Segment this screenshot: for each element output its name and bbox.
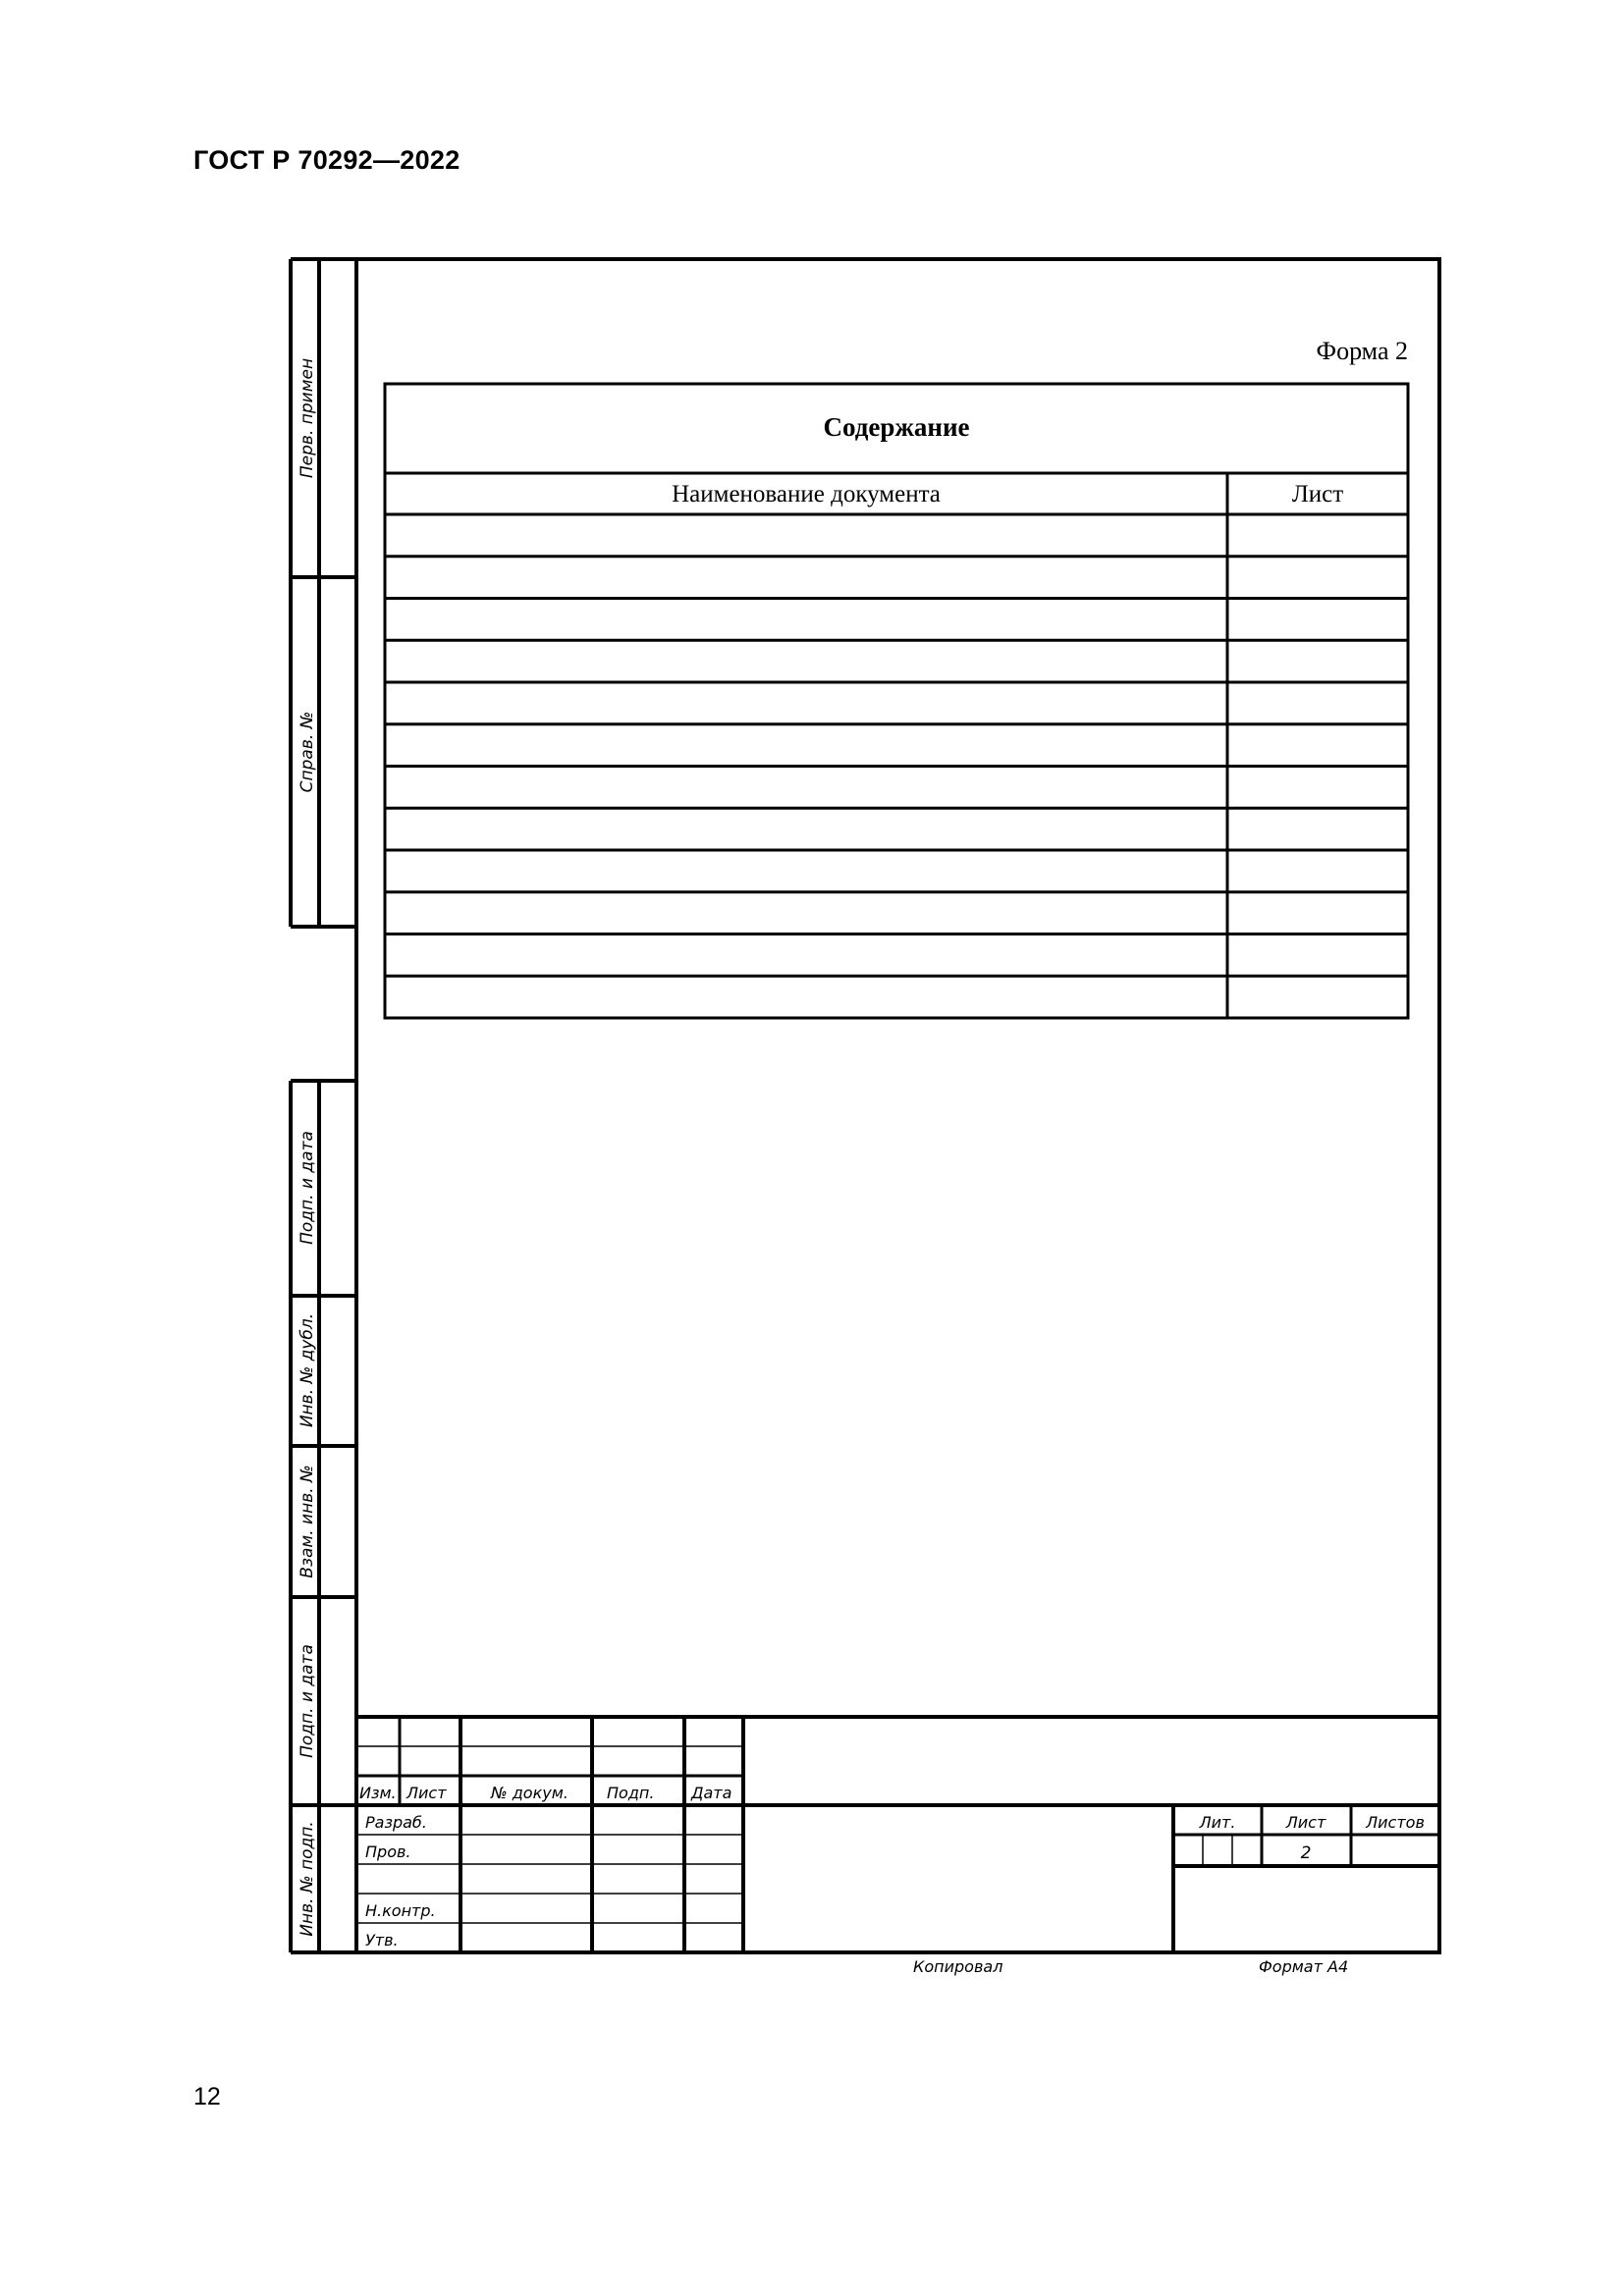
tb-header-sheet: Лист xyxy=(406,1784,447,1802)
side-label-ref-no: Справ. № xyxy=(298,711,317,793)
tb-header-date: Дата xyxy=(691,1784,732,1802)
tb-role-norm-control: Н.контр. xyxy=(365,1901,436,1920)
form-label: Форма 2 xyxy=(1316,337,1408,365)
tb-role-checker: Пров. xyxy=(365,1842,411,1861)
title-block xyxy=(356,1717,1439,1952)
side-label-replace-inv: Взам. инв. № xyxy=(298,1465,317,1578)
page-number: 12 xyxy=(193,2083,221,2110)
standard-header: ГОСТ Р 70292—2022 xyxy=(193,145,460,175)
copied-label: Копировал xyxy=(913,1957,1003,1976)
side-label-sign-date-2: Подп. и дата xyxy=(298,1644,317,1758)
tb-role-approved: Утв. xyxy=(365,1931,399,1949)
tb-meta-sheet: Лист xyxy=(1285,1813,1326,1832)
tb-role-developer: Разраб. xyxy=(365,1813,427,1832)
column-header-name: Наименование документа xyxy=(672,481,941,507)
tb-sheet-value: 2 xyxy=(1300,1843,1312,1863)
contents-title: Содержание xyxy=(823,412,970,442)
side-label-dup-inv: Инв. № дубл. xyxy=(298,1312,317,1428)
column-header-sheet: Лист xyxy=(1291,481,1344,507)
side-label-sign-date-1: Подп. и дата xyxy=(298,1131,317,1245)
contents-table xyxy=(385,384,1408,1018)
tb-meta-sheets: Листов xyxy=(1366,1813,1425,1832)
tb-header-signature: Подп. xyxy=(607,1784,655,1802)
tb-header-doc-no: № докум. xyxy=(491,1784,568,1802)
side-label-first-use: Перв. примен xyxy=(298,357,317,479)
tb-meta-letter: Лит. xyxy=(1199,1813,1236,1832)
side-label-orig-inv: Инв. № подп. xyxy=(298,1821,317,1937)
tb-header-change: Изм. xyxy=(359,1784,397,1802)
format-label: Формат A4 xyxy=(1259,1957,1349,1976)
